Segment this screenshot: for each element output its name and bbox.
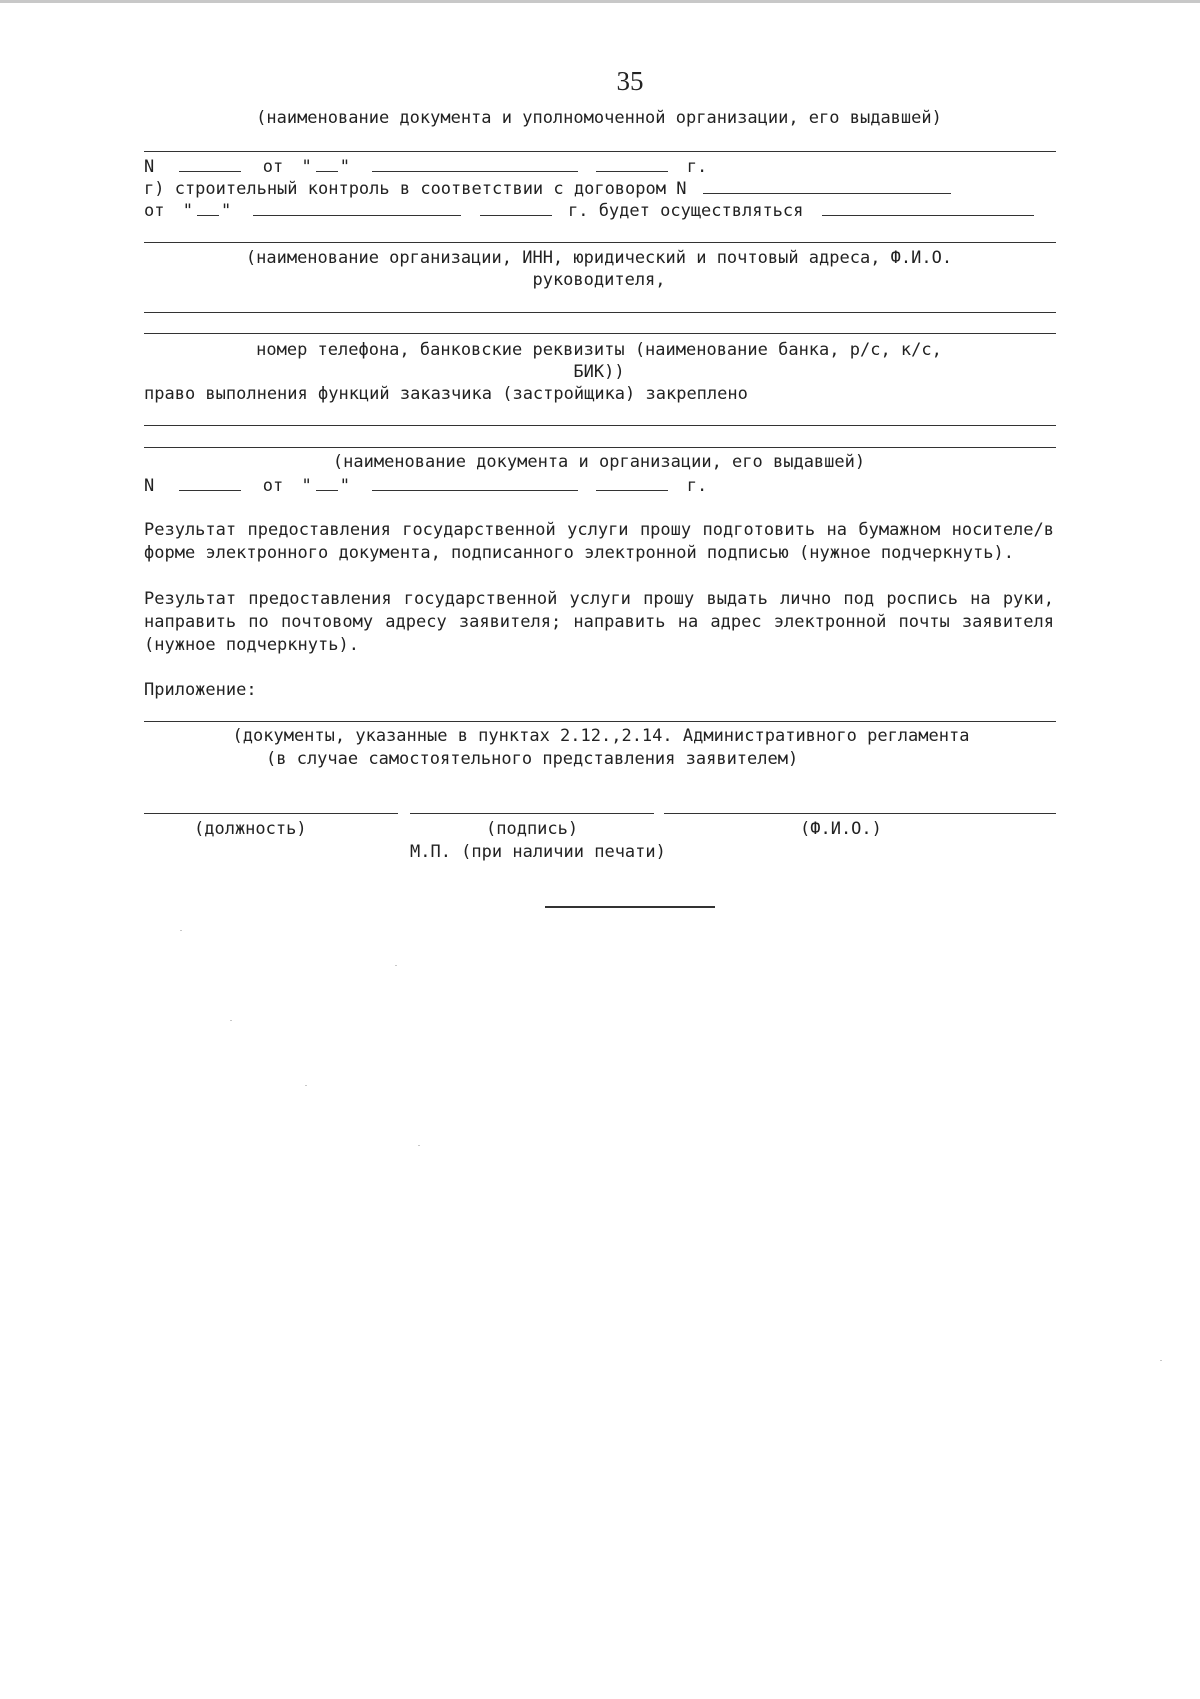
signature-caption: (подпись) <box>486 819 579 839</box>
quote-close: " <box>339 157 350 177</box>
position-sign-line <box>144 813 398 814</box>
blank-line <box>144 447 1056 448</box>
document-number-line <box>144 157 707 177</box>
attachment-caption-1: (документы, указанные в пунктах 2.12.,2.14. Административного регламента <box>232 726 970 746</box>
document-caption: (наименование документа и уполномоченной организации, его выдавшей) <box>256 108 942 128</box>
control-text: г) строительный контроль в соответствии с договором N <box>144 179 687 199</box>
customer-rights-line: право выполнения функций заказчика (застройщика) закреплено <box>144 384 748 404</box>
month-blank[interactable] <box>253 201 461 216</box>
contract-date-line <box>144 201 1034 221</box>
stamp-caption: М.П. (при наличии печати) <box>410 842 666 862</box>
blank-line <box>144 721 1056 722</box>
result-paragraph-1: Результат предоставления государственной услуги прошу подготовить на бумажном носителе/в форме электронного документа, подписанного электронной подписью (нужное подчеркнуть). <box>144 520 1054 563</box>
attachment-label: Приложение: <box>144 680 257 700</box>
year-blank[interactable] <box>596 157 668 172</box>
phone-caption-line-2: БИК)) <box>573 362 625 382</box>
quote-close: " <box>220 201 232 221</box>
quote-close: " <box>339 476 350 496</box>
year-blank[interactable] <box>480 201 552 216</box>
blank-line <box>144 333 1056 334</box>
doc-org-caption: (наименование документа и организации, его выдавшей) <box>332 452 866 472</box>
from-label: от <box>262 476 284 496</box>
scan-speck <box>1160 1360 1162 1361</box>
from-label: от <box>262 157 284 177</box>
number-blank[interactable] <box>179 157 241 172</box>
attachment-caption-2: (в случае самостоятельного представления заявителем) <box>266 749 799 769</box>
quote-open: " <box>301 157 312 177</box>
document-number-line-2 <box>144 476 707 496</box>
end-separator <box>545 906 715 908</box>
org-caption-line-2: руководителя, <box>532 270 666 290</box>
scan-speck <box>395 965 397 966</box>
scan-speck <box>418 1145 420 1146</box>
year-label: г. <box>686 157 708 177</box>
will-be-label: г. будет осуществляться <box>567 201 804 221</box>
scan-speck <box>180 930 182 931</box>
fio-sign-line <box>664 813 1056 814</box>
blank-line <box>144 312 1056 313</box>
executor-blank[interactable] <box>822 201 1034 216</box>
quote-open: " <box>182 201 193 221</box>
year-blank[interactable] <box>596 476 668 491</box>
from-label-2: от <box>144 201 165 221</box>
contract-number-blank[interactable] <box>703 179 951 194</box>
day-blank[interactable] <box>197 201 219 216</box>
position-caption: (должность) <box>194 819 307 839</box>
blank-line <box>144 425 1056 426</box>
number-label: N <box>144 157 155 177</box>
scan-edge <box>0 0 1200 3</box>
quote-open: " <box>301 476 312 496</box>
page-number: 35 <box>616 66 644 96</box>
signature-sign-line <box>410 813 654 814</box>
day-blank[interactable] <box>316 157 338 172</box>
blank-line <box>144 242 1056 243</box>
year-label: г. <box>686 476 708 496</box>
fio-caption: (Ф.И.О.) <box>800 819 882 839</box>
number-blank[interactable] <box>179 476 241 491</box>
construction-control-line <box>144 179 951 199</box>
month-blank[interactable] <box>372 476 578 491</box>
month-blank[interactable] <box>372 157 578 172</box>
scan-speck <box>305 1085 307 1086</box>
phone-caption-line-1: номер телефона, банковские реквизиты (наименование банка, р/с, к/с, <box>256 340 942 360</box>
org-caption-line-1: (наименование организации, ИНН, юридический и почтовый адреса, Ф.И.О. <box>245 248 953 268</box>
number-label: N <box>144 476 155 496</box>
scan-speck <box>230 1020 232 1021</box>
blank-line <box>144 151 1056 152</box>
result-paragraph-2: Результат предоставления государственной услуги прошу выдать лично под роспись на руки, направить по почтовому адресу заявителя; направить на адрес электронной почты заявителя (нужное подчеркнуть). <box>144 589 1054 655</box>
day-blank[interactable] <box>316 476 338 491</box>
